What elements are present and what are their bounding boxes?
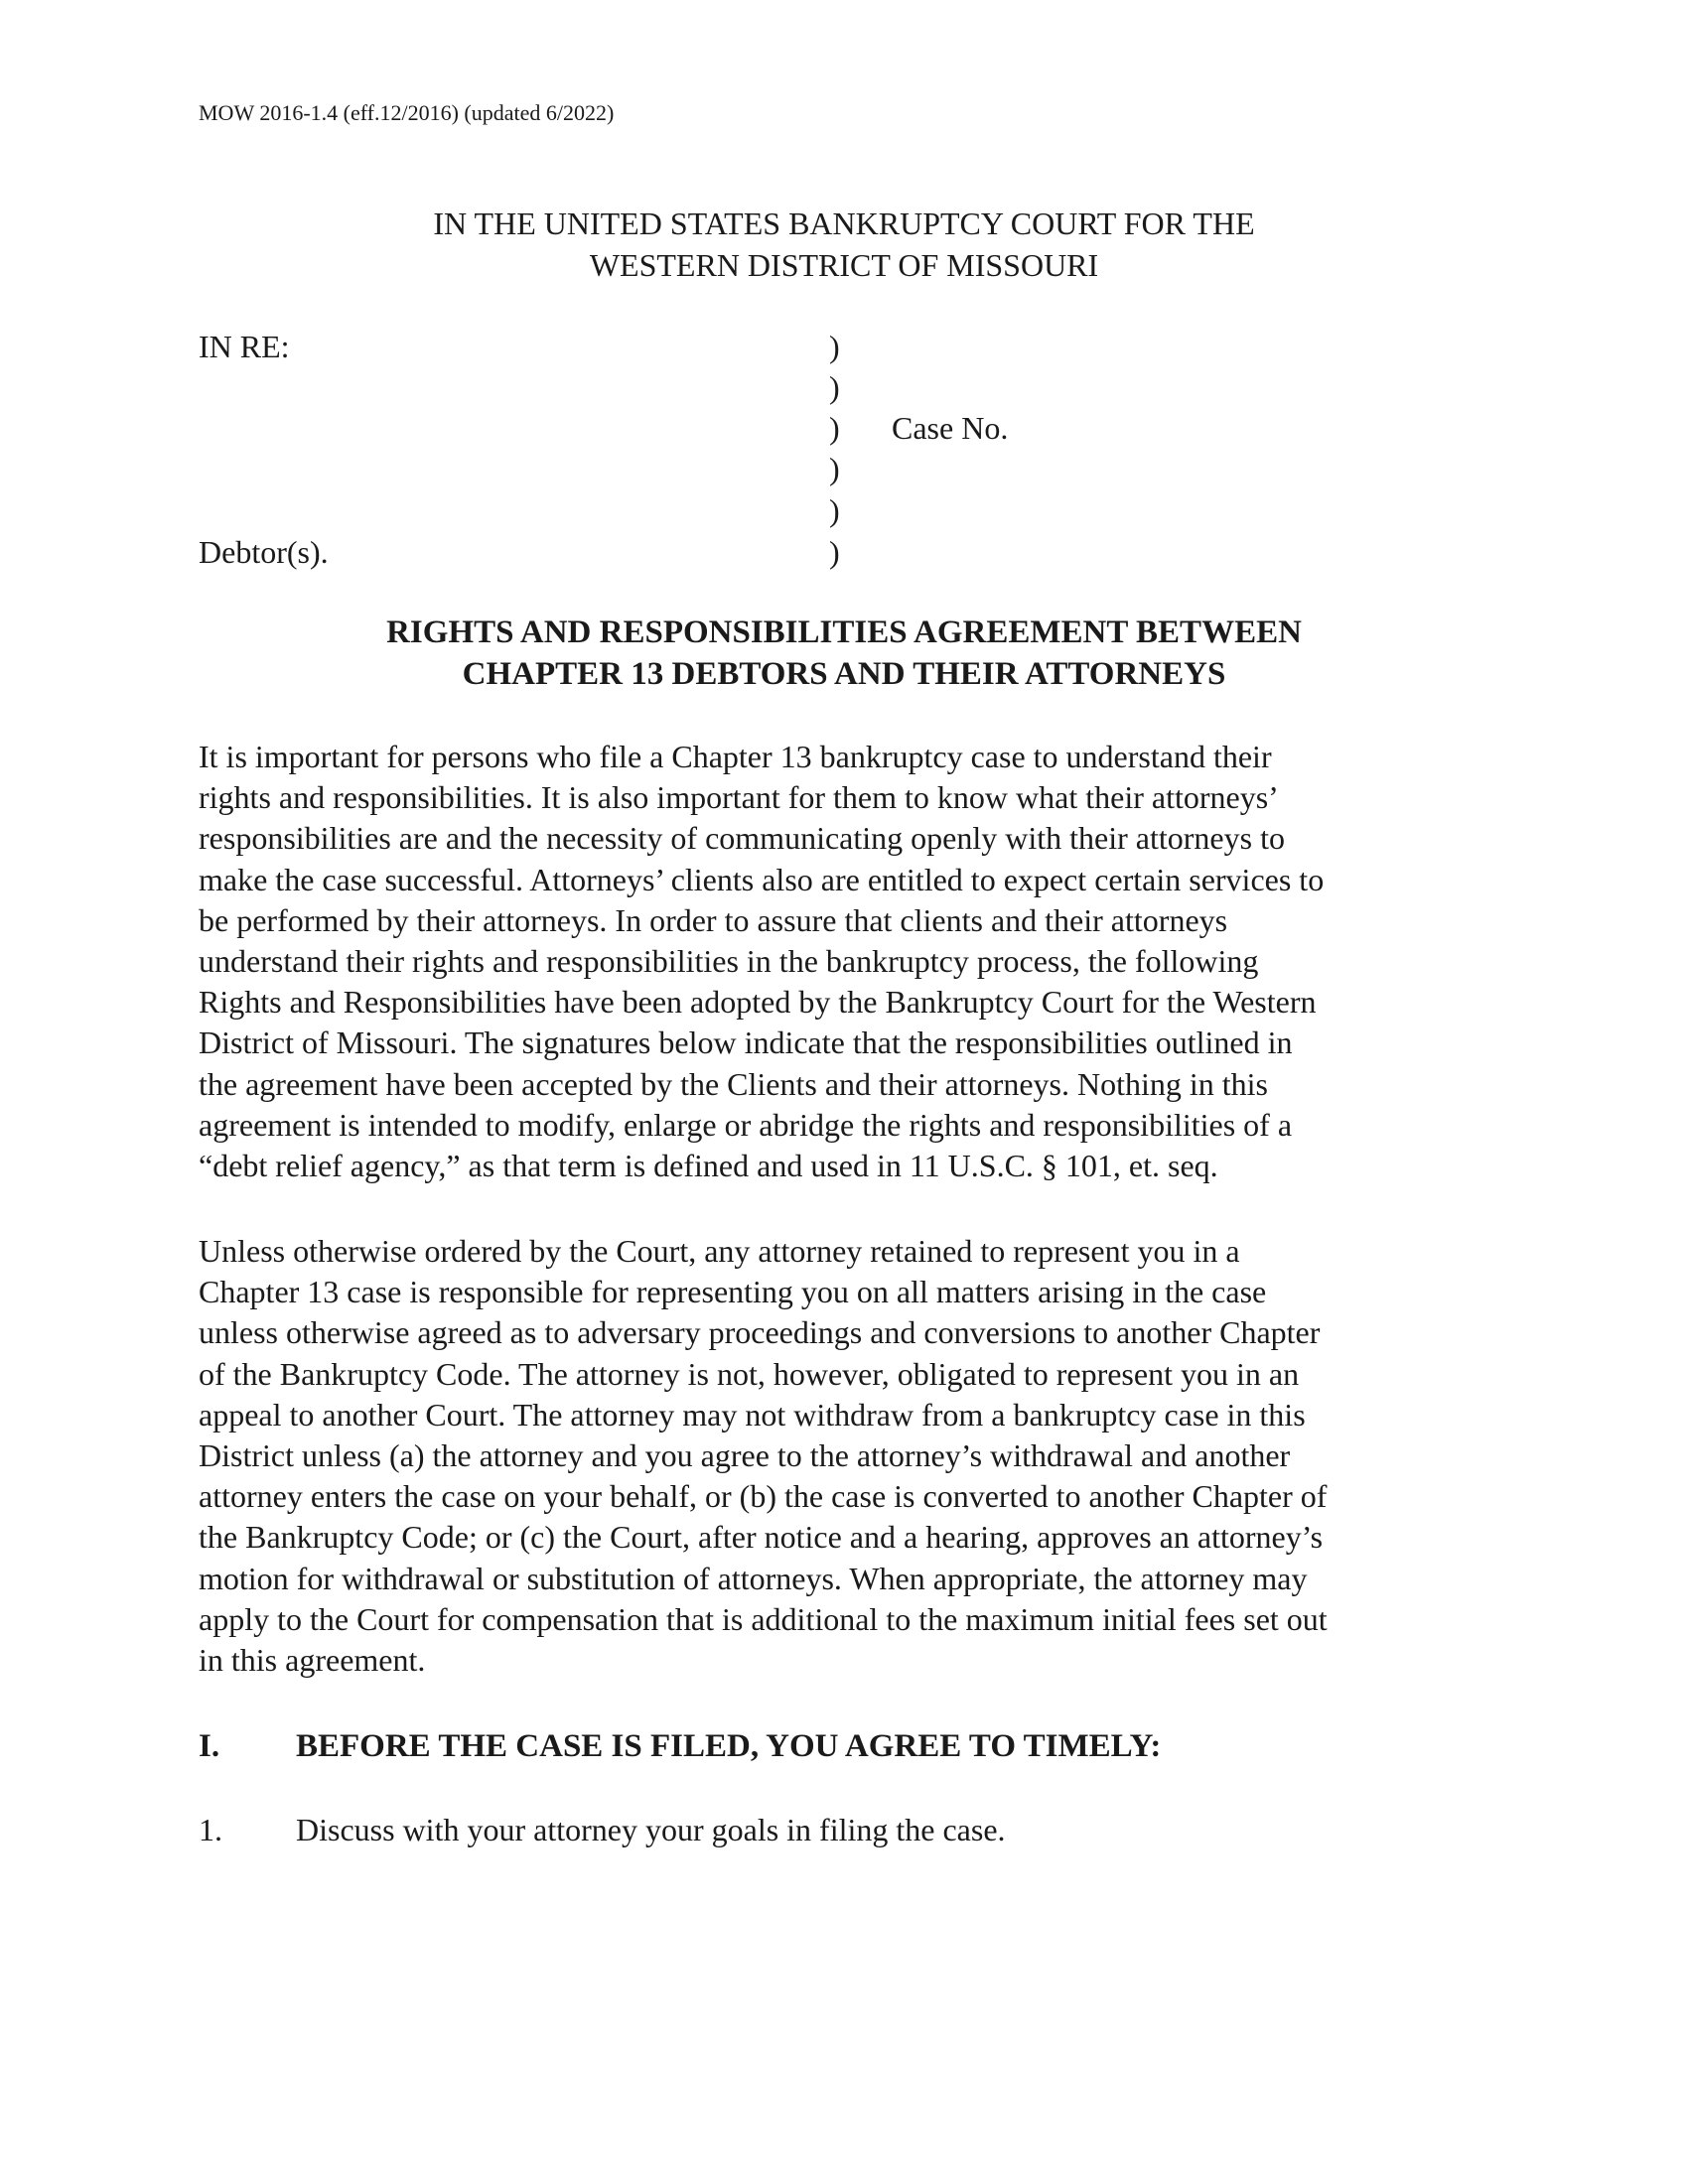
caption-debtors: Debtor(s). xyxy=(199,534,329,570)
court-heading-line-1: IN THE UNITED STATES BANKRUPTCY COURT FOR THE xyxy=(433,205,1255,241)
agreement-title xyxy=(0,612,1688,695)
paragraph-line: Unless otherwise ordered by the Court, any attorney retained to represent you in a xyxy=(199,1233,1240,1269)
court-heading-line-2: WESTERN DISTRICT OF MISSOURI xyxy=(589,247,1099,283)
paragraph-line: responsibilities are and the necessity of communicating openly with their attorneys to xyxy=(199,820,1285,857)
paragraph-line: District of Missouri. The signatures below indicate that the responsibilities outlined in xyxy=(199,1024,1293,1061)
caption-paren: ) xyxy=(829,410,840,446)
list-item-number: 1. xyxy=(199,1812,222,1847)
caption-paren: ) xyxy=(829,329,840,364)
paragraph-line: appeal to another Court. The attorney may not withdraw from a bankruptcy case in this xyxy=(199,1396,1306,1433)
paragraph-line: attorney enters the case on your behalf, or (b) the case is converted to another Chapter of xyxy=(199,1478,1328,1515)
paragraph-line: the agreement have been accepted by the Clients and their attorneys. Nothing in this xyxy=(199,1065,1268,1102)
agreement-title-line-1: RIGHTS AND RESPONSIBILITIES AGREEMENT BETWEEN xyxy=(386,614,1302,650)
paragraph-line: Rights and Responsibilities have been adopted by the Bankruptcy Court for the Western xyxy=(199,984,1317,1021)
paragraph-line: apply to the Court for compensation that is additional to the maximum initial fees set out xyxy=(199,1600,1328,1637)
paragraph-line: the Bankruptcy Code; or (c) the Court, after notice and a hearing, approves an attorney’s xyxy=(199,1519,1324,1556)
case-number-label: Case No. xyxy=(892,410,1009,446)
caption-in-re: IN RE: xyxy=(199,329,290,364)
paragraph-line: understand their rights and responsibilities in the bankruptcy process, the following xyxy=(199,943,1259,980)
representation-paragraph xyxy=(199,1231,1489,1681)
paragraph-line: of the Bankruptcy Code. The attorney is not, however, obligated to represent you in an xyxy=(199,1355,1300,1392)
list-item xyxy=(199,1809,1006,1850)
paragraph-line: rights and responsibilities. It is also important for them to know what their attorneys’ xyxy=(199,779,1279,816)
paragraph-line: make the case successful. Attorneys’ clients also are entitled to expect certain services to xyxy=(199,861,1325,897)
paragraph-line: motion for withdrawal or substitution of attorneys. When appropriate, the attorney may xyxy=(199,1560,1308,1596)
paragraph-line: agreement is intended to modify, enlarge or abridge the rights and responsibilities of a xyxy=(199,1106,1293,1143)
paragraph-line: in this agreement. xyxy=(199,1642,426,1679)
section-heading-text: BEFORE THE CASE IS FILED, YOU AGREE TO TIMELY: xyxy=(296,1728,1162,1764)
paragraph-line: be performed by their attorneys. In order to assure that clients and their attorneys xyxy=(199,901,1228,938)
paragraph-line: “debt relief agency,” as that term is defined and used in 11 U.S.C. § 101, et. seq. xyxy=(199,1148,1218,1184)
court-heading xyxy=(0,203,1688,286)
paragraph-line: Chapter 13 case is responsible for representing you on all matters arising in the case xyxy=(199,1274,1267,1310)
caption-paren: ) xyxy=(829,369,840,405)
caption-paren: ) xyxy=(829,534,840,570)
paragraph-line: It is important for persons who file a Chapter 13 bankruptcy case to understand their xyxy=(199,739,1272,774)
paragraph-line: District unless (a) the attorney and you agree to the attorney’s withdrawal and another xyxy=(199,1437,1291,1474)
caption-paren: ) xyxy=(829,451,840,486)
section-heading xyxy=(199,1725,1161,1767)
agreement-title-line-2: CHAPTER 13 DEBTORS AND THEIR ATTORNEYS xyxy=(462,656,1226,692)
intro-paragraph xyxy=(199,737,1489,1186)
list-item-text: Discuss with your attorney your goals in filing the case. xyxy=(296,1812,1006,1847)
caption-paren: ) xyxy=(829,492,840,528)
paragraph-line: unless otherwise agreed as to adversary proceedings and conversions to another Chapter xyxy=(199,1314,1321,1351)
form-identifier: MOW 2016-1.4 (eff.12/2016) (updated 6/2022) xyxy=(199,100,615,125)
section-number: I. xyxy=(199,1728,220,1764)
